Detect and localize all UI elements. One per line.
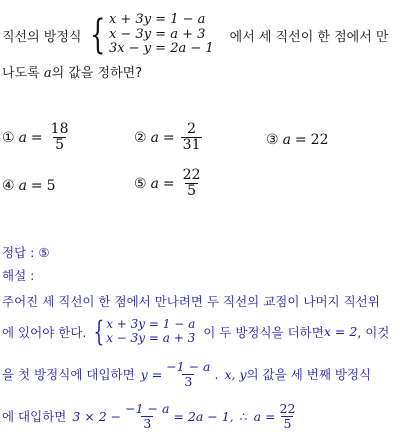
solution-line-1: 주어진 세 직선이 한 점에서 만나려면 두 직선의 교점이 나머지 직선위 (2, 294, 380, 309)
equation-1: x + 3y = 1 − a (108, 11, 206, 27)
equation-system (109, 13, 214, 58)
therefore-symbol: ∴ (239, 408, 248, 424)
choice-mark: ① (2, 129, 15, 146)
question-prefix: 직선의 방정식 (2, 29, 82, 45)
solution-text: 에 대입하면 (2, 409, 67, 425)
fraction-denominator: 3 (143, 415, 152, 431)
solution-fraction (164, 360, 212, 389)
fraction-denominator: 5 (283, 415, 292, 431)
solution-math: a = (253, 408, 276, 424)
question-line-2 (2, 62, 142, 81)
fraction-denominator: 31 (182, 137, 201, 154)
equals-sign: = (30, 178, 43, 194)
solution-math: = 2a − 1, (173, 408, 234, 424)
solution-text: 이 두 방정식을 더하면 (203, 324, 324, 340)
solution-line-4 (2, 402, 299, 431)
system-brace: { (90, 12, 106, 58)
choice-variable: a (18, 178, 27, 194)
solution-result-fraction (278, 402, 298, 431)
question-text-pre: 나도록 (2, 66, 40, 81)
equation-3: 3x − y = 2a − 1 (108, 41, 214, 57)
solution-fraction (123, 402, 171, 431)
solution-math: 3 × 2 − (72, 408, 122, 424)
choice-fraction (181, 122, 203, 154)
answer-label: 정답 : (2, 245, 35, 260)
answer-line (2, 243, 50, 261)
question-line-1 (2, 12, 388, 58)
choice-2[interactable] (134, 122, 204, 154)
solution-math: y = (140, 366, 163, 382)
choice-4[interactable] (2, 178, 56, 194)
system-brace: { (93, 315, 105, 348)
choice-3[interactable] (266, 132, 328, 148)
choice-variable: a (150, 129, 159, 146)
fraction-numerator: 18 (50, 121, 69, 137)
choice-variable: a (18, 129, 27, 146)
choice-fraction (181, 168, 203, 200)
fraction-denominator: 5 (55, 137, 65, 154)
fraction-numerator: −1 − a (125, 401, 170, 416)
solution-line-3 (2, 360, 371, 389)
choice-variable: a (150, 175, 159, 192)
choice-mark: ② (134, 129, 147, 146)
choice-mark: ④ (2, 178, 15, 194)
solution-system (106, 318, 195, 346)
solution-text: 에 있어야 한다. (2, 324, 87, 340)
solution-text: . (214, 366, 219, 382)
equation-2: x − 3y = a + 3 (108, 26, 206, 42)
fraction-numerator: 22 (182, 167, 201, 183)
choice-mark: ⑤ (134, 175, 147, 192)
choice-value: 5 (46, 178, 56, 194)
fraction-numerator: 2 (187, 121, 197, 137)
choice-fraction (49, 122, 71, 154)
solution-equation-2: x − 3y = a + 3 (106, 330, 196, 345)
solution-math: x, y (224, 366, 247, 382)
question-suffix: 에서 세 직선이 한 점에서 만 (229, 29, 389, 45)
solution-math: x = 2 (323, 324, 358, 339)
solution-text: , 이것 (357, 324, 390, 340)
choice-value: 22 (310, 132, 329, 148)
fraction-denominator: 5 (187, 183, 197, 200)
solution-text: 을 첫 방정식에 대입하면 (2, 367, 135, 383)
equals-sign: = (162, 129, 175, 146)
equals-sign: = (162, 175, 175, 192)
question-text-post: 의 값을 정하면? (51, 66, 143, 81)
choice-5[interactable] (134, 168, 204, 200)
solution-label: 해설 : (2, 268, 35, 283)
answer-value: ⑤ (38, 245, 50, 260)
equals-sign: = (30, 129, 43, 146)
choice-1[interactable] (2, 122, 72, 154)
choice-mark: ③ (266, 132, 279, 148)
choice-variable: a (282, 132, 291, 148)
fraction-numerator: 22 (279, 401, 296, 416)
solution-equation-1: x + 3y = 1 − a (106, 316, 196, 331)
fraction-denominator: 3 (184, 373, 193, 389)
equals-sign: = (294, 132, 307, 148)
solution-line-2 (2, 315, 389, 348)
fraction-numerator: −1 − a (166, 359, 211, 374)
question-variable: a (43, 66, 52, 81)
solution-text: 의 값을 세 번째 방정식 (246, 367, 372, 383)
